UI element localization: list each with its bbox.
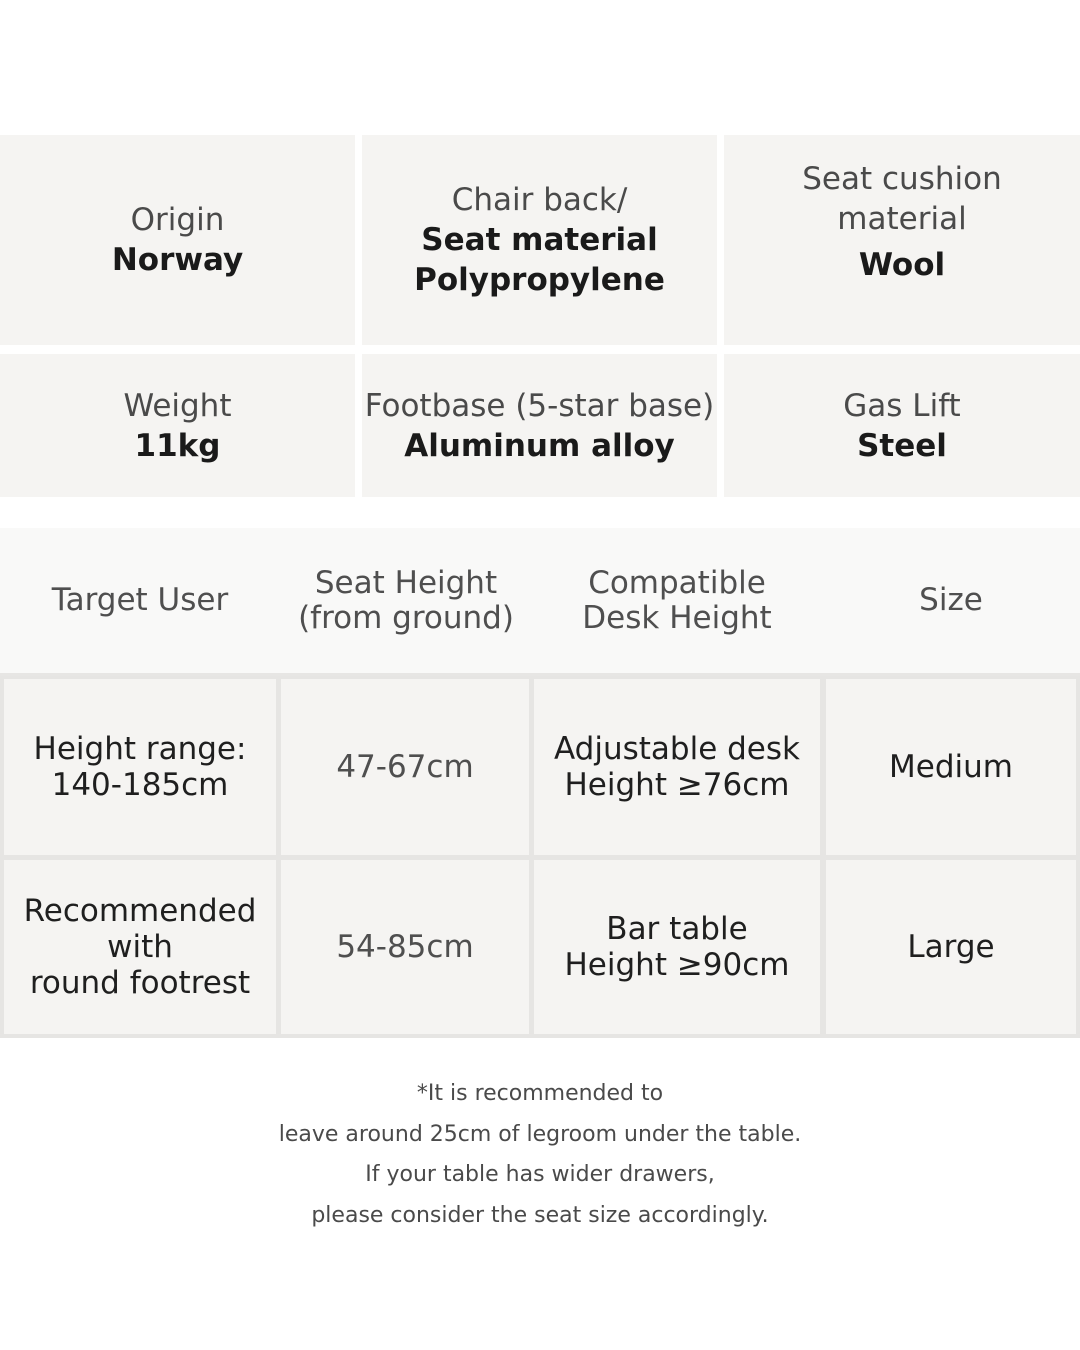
spec-value-line2: Polypropylene xyxy=(414,262,665,298)
footnote-line: If your table has wider drawers, xyxy=(365,1162,715,1187)
cell-text: round footrest xyxy=(29,965,251,1001)
footnote-line: please consider the seat size accordingly. xyxy=(311,1202,769,1228)
cell-text: Large xyxy=(907,929,995,965)
spec-value: Seat material xyxy=(421,222,658,258)
header-text-line2: (from ground) xyxy=(298,599,514,636)
spec-label-line2: material xyxy=(837,201,967,237)
spec-label: Chair back/ xyxy=(451,182,628,218)
cell-text: Medium xyxy=(889,749,1013,785)
cell-seat-height xyxy=(281,679,529,855)
material-spec-grid xyxy=(0,135,1080,497)
cell-text: Height ≥90cm xyxy=(564,947,790,983)
header-desk-height xyxy=(532,528,822,673)
spec-cell-footbase xyxy=(362,354,717,497)
header-text: Target User xyxy=(51,582,229,618)
spec-value: Steel xyxy=(857,427,947,464)
spec-cell-chair-back xyxy=(362,135,717,345)
cell-desk-height xyxy=(534,860,820,1034)
cell-text: 140-185cm xyxy=(51,767,229,803)
cell-size xyxy=(826,679,1076,855)
spec-value: Wool xyxy=(858,247,946,283)
spec-cell-weight xyxy=(0,354,355,497)
footnote-line: leave around 25cm of legroom under the table. xyxy=(278,1121,802,1147)
cell-text: Recommended xyxy=(23,893,257,929)
cell-text: 47-67cm xyxy=(336,749,474,785)
spec-label: Origin xyxy=(130,202,225,238)
cell-desk-height xyxy=(534,679,820,855)
header-seat-height xyxy=(280,528,532,673)
spec-value: 11kg xyxy=(134,427,221,464)
cell-size xyxy=(826,860,1076,1034)
cell-text: 54-85cm xyxy=(336,929,474,965)
cell-text: with xyxy=(107,929,173,965)
header-text: Size xyxy=(919,582,983,618)
cell-text: Adjustable desk xyxy=(554,731,800,767)
size-table-header xyxy=(0,528,1080,677)
size-table xyxy=(0,676,1080,1038)
cell-text: Height ≥76cm xyxy=(564,767,790,803)
spec-cell-origin xyxy=(0,135,355,345)
spec-value: Norway xyxy=(111,242,244,278)
header-target-user xyxy=(0,528,280,673)
header-text: Seat Height xyxy=(314,564,498,601)
cell-target-user xyxy=(4,679,276,855)
spec-label: Weight xyxy=(123,387,232,424)
spec-label: Seat cushion xyxy=(802,161,1002,197)
footnote xyxy=(0,1074,1080,1236)
header-text-line2: Desk Height xyxy=(582,599,772,636)
footnote-line: *It is recommended to xyxy=(416,1081,664,1106)
header-text: Compatible xyxy=(588,564,766,601)
spec-label: Footbase (5-star base) xyxy=(364,387,715,424)
spec-value: Aluminum alloy xyxy=(404,427,675,464)
header-size xyxy=(822,528,1080,673)
spec-label: Gas Lift xyxy=(843,387,961,424)
cell-text: Height range: xyxy=(33,731,247,767)
spec-cell-gas-lift xyxy=(724,354,1080,497)
spec-cell-seat-cushion xyxy=(724,135,1080,345)
cell-seat-height xyxy=(281,860,529,1034)
cell-target-user xyxy=(4,860,276,1034)
cell-text: Bar table xyxy=(606,911,748,947)
